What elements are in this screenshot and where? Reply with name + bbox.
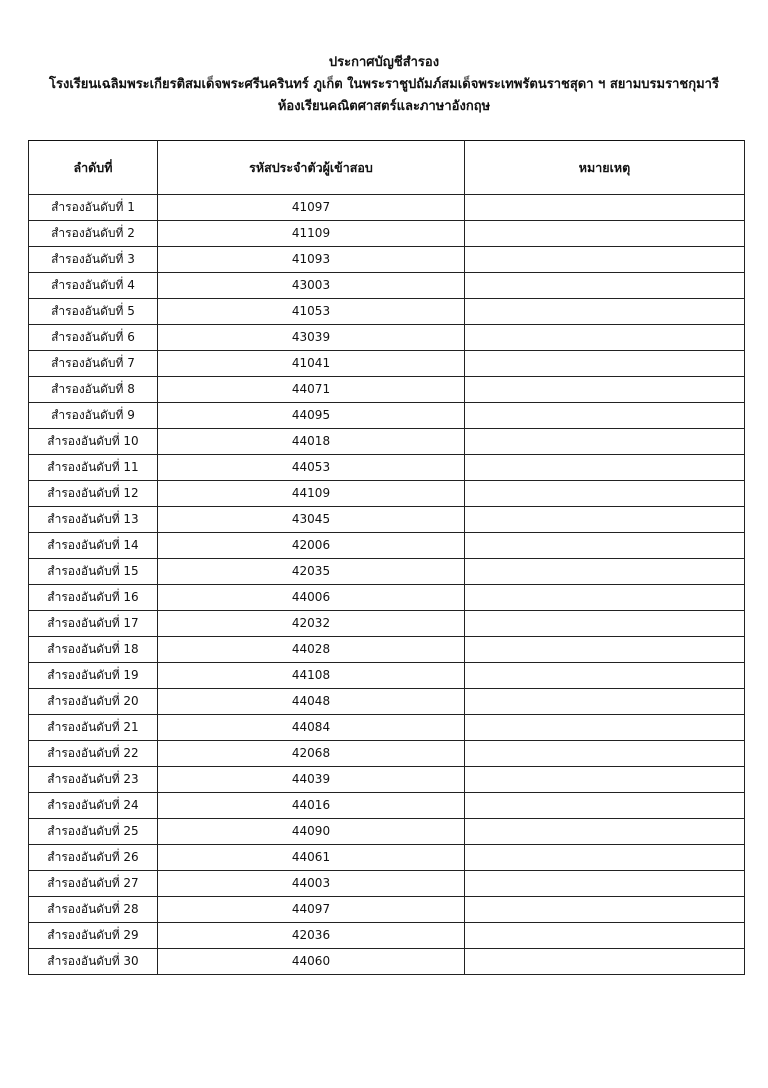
rank-cell: สำรองอันดับที่ 21 [29, 715, 158, 741]
table-row [29, 481, 745, 507]
reserve-list-table [28, 140, 745, 975]
table-row [29, 611, 745, 637]
rank-cell: สำรองอันดับที่ 5 [29, 299, 158, 325]
candidate-id-cell: 41109 [158, 221, 465, 247]
rank-cell: สำรองอันดับที่ 17 [29, 611, 158, 637]
rank-cell: สำรองอันดับที่ 7 [29, 351, 158, 377]
rank-cell: สำรองอันดับที่ 18 [29, 637, 158, 663]
remarks-cell [465, 897, 745, 923]
rank-cell: สำรองอันดับที่ 8 [29, 377, 158, 403]
candidate-id-cell: 44108 [158, 663, 465, 689]
remarks-cell [465, 351, 745, 377]
candidate-id-cell: 44109 [158, 481, 465, 507]
remarks-cell [465, 221, 745, 247]
rank-cell: สำรองอันดับที่ 19 [29, 663, 158, 689]
table-row [29, 689, 745, 715]
table-row [29, 299, 745, 325]
candidate-id-cell: 42036 [158, 923, 465, 949]
candidate-id-cell: 44028 [158, 637, 465, 663]
table-row [29, 559, 745, 585]
remarks-cell [465, 637, 745, 663]
rank-cell: สำรองอันดับที่ 4 [29, 273, 158, 299]
remarks-cell [465, 325, 745, 351]
reserve-list-table-container [28, 140, 744, 975]
rank-cell: สำรองอันดับที่ 22 [29, 741, 158, 767]
remarks-cell [465, 299, 745, 325]
candidate-id-cell: 44053 [158, 455, 465, 481]
remarks-cell [465, 273, 745, 299]
remarks-cell [465, 481, 745, 507]
column-header-remarks: หมายเหตุ [465, 141, 745, 195]
table-row [29, 923, 745, 949]
remarks-cell [465, 507, 745, 533]
rank-cell: สำรองอันดับที่ 30 [29, 949, 158, 975]
table-row [29, 507, 745, 533]
remarks-cell [465, 871, 745, 897]
rank-cell: สำรองอันดับที่ 25 [29, 819, 158, 845]
candidate-id-cell: 43003 [158, 273, 465, 299]
rank-cell: สำรองอันดับที่ 28 [29, 897, 158, 923]
table-row [29, 351, 745, 377]
remarks-cell [465, 559, 745, 585]
candidate-id-cell: 44018 [158, 429, 465, 455]
remarks-cell [465, 247, 745, 273]
candidate-id-cell: 44003 [158, 871, 465, 897]
rank-cell: สำรองอันดับที่ 20 [29, 689, 158, 715]
table-row [29, 897, 745, 923]
rank-cell: สำรองอันดับที่ 1 [29, 195, 158, 221]
table-row [29, 247, 745, 273]
table-row [29, 221, 745, 247]
table-row [29, 871, 745, 897]
rank-cell: สำรองอันดับที่ 14 [29, 533, 158, 559]
table-row [29, 195, 745, 221]
table-row [29, 715, 745, 741]
table-row [29, 533, 745, 559]
rank-cell: สำรองอันดับที่ 2 [29, 221, 158, 247]
candidate-id-cell: 44084 [158, 715, 465, 741]
remarks-cell [465, 793, 745, 819]
school-name: โรงเรียนเฉลิมพระเกียรติสมเด็จพระศรีนครินทร์ ภูเก็ต ในพระราชูปถัมภ์สมเด็จพระเทพรัตนราชสุดา ฯ สยามบรมราชกุมารี [49, 77, 719, 92]
table-row [29, 949, 745, 975]
rank-cell: สำรองอันดับที่ 10 [29, 429, 158, 455]
rank-cell: สำรองอันดับที่ 12 [29, 481, 158, 507]
table-row [29, 793, 745, 819]
remarks-cell [465, 403, 745, 429]
candidate-id-cell: 44061 [158, 845, 465, 871]
table-row [29, 663, 745, 689]
remarks-cell [465, 715, 745, 741]
remarks-cell [465, 741, 745, 767]
candidate-id-cell: 41093 [158, 247, 465, 273]
remarks-cell [465, 377, 745, 403]
remarks-cell [465, 949, 745, 975]
rank-cell: สำรองอันดับที่ 3 [29, 247, 158, 273]
program-name: ห้องเรียนคณิตศาสตร์และภาษาอังกฤษ [277, 99, 491, 114]
rank-cell: สำรองอันดับที่ 11 [29, 455, 158, 481]
rank-cell: สำรองอันดับที่ 13 [29, 507, 158, 533]
candidate-id-cell: 43045 [158, 507, 465, 533]
candidate-id-cell: 44097 [158, 897, 465, 923]
rank-cell: สำรองอันดับที่ 15 [29, 559, 158, 585]
rank-cell: สำรองอันดับที่ 26 [29, 845, 158, 871]
remarks-cell [465, 429, 745, 455]
table-row [29, 273, 745, 299]
remarks-cell [465, 611, 745, 637]
table-body [29, 195, 745, 975]
candidate-id-cell: 41041 [158, 351, 465, 377]
candidate-id-cell: 44006 [158, 585, 465, 611]
table-row [29, 767, 745, 793]
table-row [29, 637, 745, 663]
remarks-cell [465, 767, 745, 793]
rank-cell: สำรองอันดับที่ 24 [29, 793, 158, 819]
table-row [29, 429, 745, 455]
remarks-cell [465, 689, 745, 715]
candidate-id-cell: 44060 [158, 949, 465, 975]
candidate-id-cell: 41053 [158, 299, 465, 325]
rank-cell: สำรองอันดับที่ 23 [29, 767, 158, 793]
rank-cell: สำรองอันดับที่ 6 [29, 325, 158, 351]
remarks-cell [465, 455, 745, 481]
candidate-id-cell: 44016 [158, 793, 465, 819]
column-header-rank: ลำดับที่ [29, 141, 158, 195]
table-row [29, 585, 745, 611]
rank-cell: สำรองอันดับที่ 29 [29, 923, 158, 949]
candidate-id-cell: 42068 [158, 741, 465, 767]
table-row [29, 377, 745, 403]
rank-cell: สำรองอันดับที่ 27 [29, 871, 158, 897]
table-row [29, 741, 745, 767]
page-title: ประกาศบัญชีสำรอง [328, 55, 440, 70]
remarks-cell [465, 533, 745, 559]
candidate-id-cell: 43039 [158, 325, 465, 351]
rank-cell: สำรองอันดับที่ 16 [29, 585, 158, 611]
table-row [29, 819, 745, 845]
remarks-cell [465, 923, 745, 949]
candidate-id-cell: 44090 [158, 819, 465, 845]
table-row [29, 325, 745, 351]
remarks-cell [465, 663, 745, 689]
candidate-id-cell: 41097 [158, 195, 465, 221]
document-header [0, 52, 768, 118]
candidate-id-cell: 42006 [158, 533, 465, 559]
column-header-candidate-id: รหัสประจำตัวผู้เข้าสอบ [158, 141, 465, 195]
remarks-cell [465, 845, 745, 871]
remarks-cell [465, 819, 745, 845]
candidate-id-cell: 44071 [158, 377, 465, 403]
candidate-id-cell: 44039 [158, 767, 465, 793]
remarks-cell [465, 195, 745, 221]
candidate-id-cell: 42032 [158, 611, 465, 637]
table-row [29, 455, 745, 481]
table-header-row [29, 141, 745, 195]
candidate-id-cell: 44048 [158, 689, 465, 715]
rank-cell: สำรองอันดับที่ 9 [29, 403, 158, 429]
remarks-cell [465, 585, 745, 611]
candidate-id-cell: 44095 [158, 403, 465, 429]
table-row [29, 403, 745, 429]
table-row [29, 845, 745, 871]
candidate-id-cell: 42035 [158, 559, 465, 585]
